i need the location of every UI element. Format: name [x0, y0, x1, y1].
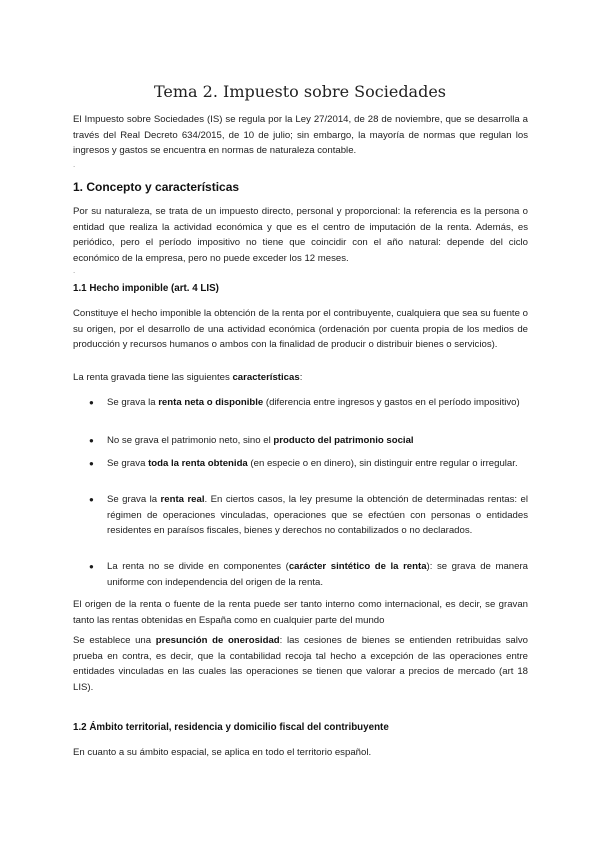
origen-paragraph: El origen de la renta o fuente de la renta puede ser tanto interno como internacional, es decir, se gravan tanto las rentas obtenidas en España como en cualquier parte del mundo [73, 599, 528, 626]
page-title: Tema 2. Impuesto sobre Sociedades [153, 82, 447, 101]
list-item: ● Se grava toda la renta obtenida (en especie o en dinero), sin distinguir entre regular o irregular. [89, 456, 528, 472]
hecho-imponible-paragraph: Constituye el hecho imponible la obtención de la renta por el contribuyente, cualquiera que sea su fuente o su origen, por el desarrollo de una actividad económica (ordenación por cuenta propia de los medios de producción y recursos humanos o ambos con la finalidad de producir o distribuir bienes o servicios). [73, 308, 528, 351]
separator-dot: . [73, 266, 76, 275]
bullet-icon: ● [89, 495, 94, 504]
list-item: ● Se grava la renta neta o disponible (diferencia entre ingresos y gastos en el período impositivo) [89, 395, 528, 411]
concepto-paragraph: Por su naturaleza, se trata de un impuesto directo, personal y proporcional: la referencia es la persona o entidad que realiza la actividad económica y que es el centro de imputación de la renta. Además, es periódico, pero el período impositivo no tiene que coincidir con el año natural: depende del ciclo económico de la empresa, pero no puede exceder los 12 meses. [73, 206, 528, 264]
section-heading-concepto: 1. Concepto y características [73, 180, 240, 194]
onerosidad-paragraph: Se establece una presunción de onerosidad: las cesiones de bienes se entienden retribuidas salvo prueba en contra, es decir, que la contabilidad recoja tal hecho a excepción de las operaciones entre entidades vinculadas en las cuales las operaciones se tienen que valorar a precios de mercado (art 18 LIS). [73, 635, 529, 693]
bullet-icon: ● [89, 562, 94, 571]
subsection-heading-ambito: 1.2 Ámbito territorial, residencia y domicilio fiscal del contribuyente [73, 722, 389, 733]
bullet-icon: ● [89, 436, 94, 445]
list-item: ● No se grava el patrimonio neto, sino el producto del patrimonio social [89, 433, 528, 449]
list-item: ● Se grava la renta real. En ciertos casos, la ley presume la obtención de determinadas rentas: el régimen de operaciones vinculadas, operaciones que se efectúen con personas o entidades residentes en paraísos fiscales, bienes y derechos no contabilizados o no declarados. [89, 494, 528, 537]
list-item: ● La renta no se divide en componentes (carácter sintético de la renta): se grava de manera uniforme con independencia del origen de la renta. [89, 561, 528, 588]
bullet-icon: ● [89, 459, 94, 468]
ambito-paragraph: En cuanto a su ámbito espacial, se aplica en todo el territorio español. [73, 747, 372, 758]
intro-paragraph: El Impuesto sobre Sociedades (IS) se regula por la Ley 27/2014, de 28 de noviembre, que se desarrolla a través del Real Decreto 634/2015, de 10 de julio; sin embargo, la mayoría de normas que regulan los ingresos y gastos se encuentra en normas de naturaleza contable. [73, 114, 528, 157]
caracteristicas-lead: La renta gravada tiene las siguientes características: [73, 372, 303, 383]
separator-dot: . [73, 160, 76, 169]
bullet-icon: ● [89, 398, 94, 407]
subsection-heading-hecho-imponible: 1.1 Hecho imponible (art. 4 LIS) [73, 283, 219, 294]
